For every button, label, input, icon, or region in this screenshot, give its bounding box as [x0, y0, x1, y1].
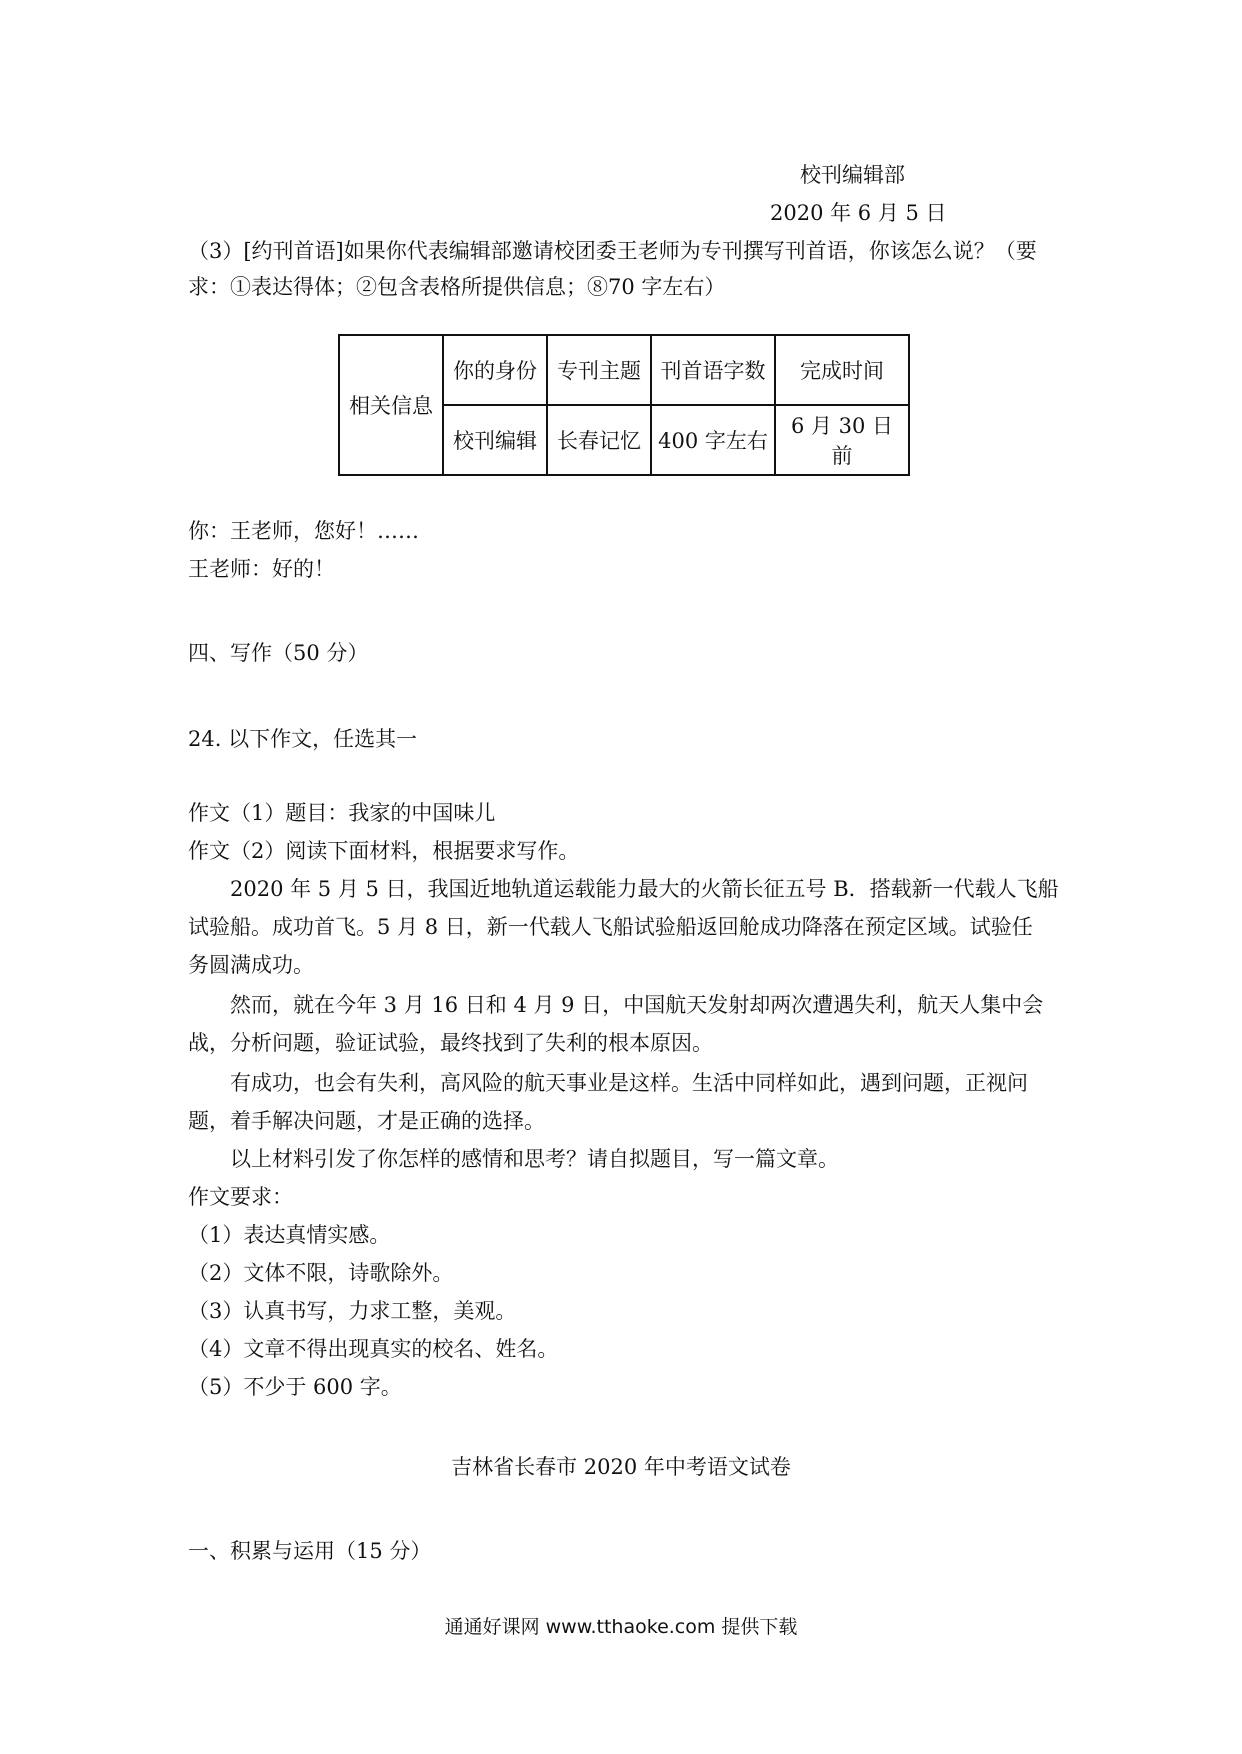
section-1-heading: 一、积累与运用（15 分） — [188, 1539, 432, 1563]
signature-date: 2020 年 6 月 5 日 — [770, 201, 947, 225]
table-header-cell: 刊首语字数 — [651, 335, 775, 405]
essay-option-2: 作文（2）阅读下面材料，根据要求写作。 — [188, 839, 580, 863]
requirement-item: （2）文体不限，诗歌除外。 — [188, 1261, 454, 1285]
exam-title: 吉林省长春市 2020 年中考语文试卷 — [451, 1455, 791, 1479]
question-3-line2: 求：①表达得体；②包含表格所提供信息；⑧70 字左右） — [188, 275, 726, 299]
table-header-cell: 完成时间 — [775, 335, 909, 405]
table-value-cell: 6 月 30 日前 — [775, 405, 909, 475]
requirement-item: （1）表达真情实感。 — [188, 1223, 391, 1247]
essay-option-1: 作文（1）题目：我家的中国味儿 — [188, 801, 496, 825]
table-row-header: 相关信息 — [339, 335, 443, 475]
dialog-teacher: 王老师：好的！ — [188, 557, 335, 581]
material-p1-line1: 2020 年 5 月 5 日，我国近地轨道运载能力最大的火箭长征五号 B．搭载新一代载人飞船 — [230, 877, 1059, 901]
dialog-you: 你：王老师，您好！…… — [188, 519, 419, 543]
requirements-title: 作文要求： — [188, 1185, 293, 1209]
material-p1-line3: 务圆满成功。 — [188, 953, 314, 977]
requirement-item: （5）不少于 600 字。 — [188, 1375, 402, 1399]
requirement-item: （4）文章不得出现真实的校名、姓名。 — [188, 1337, 559, 1361]
material-p3-line2: 题，着手解决问题，才是正确的选择。 — [188, 1109, 545, 1133]
question-3-line1: （3）[约刊首语]如果你代表编辑部邀请校团委王老师为专刊撰写刊首语，你该怎么说？（要 — [188, 239, 1037, 263]
page-footer: 通通好课网 www.tthaoke.com 提供下载 — [444, 1616, 798, 1638]
material-p3-line1: 有成功，也会有失利，高风险的航天事业是这样。生活中同样如此，遇到问题，正视问 — [230, 1071, 1028, 1095]
table-value-cell: 长春记忆 — [547, 405, 651, 475]
material-p4: 以上材料引发了你怎样的感情和思考？请自拟题目，写一篇文章。 — [230, 1147, 839, 1171]
info-table — [338, 334, 910, 476]
question-24: 24. 以下作文，任选其一 — [188, 727, 418, 751]
material-p2-line1: 然而，就在今年 3 月 16 日和 4 月 9 日，中国航天发射却两次遭遇失利，航天人集中会 — [230, 993, 1044, 1017]
requirement-item: （3）认真书写，力求工整，美观。 — [188, 1299, 517, 1323]
material-p2-line2: 战，分析问题，验证试验，最终找到了失利的根本原因。 — [188, 1031, 713, 1055]
table-header-cell: 你的身份 — [443, 335, 547, 405]
table-header-cell: 专刊主题 — [547, 335, 651, 405]
material-p1-line2: 试验船。成功首飞。5 月 8 日，新一代载人飞船试验船返回舱成功降落在预定区域。试验任 — [188, 915, 1033, 939]
section-4-heading: 四、写作（50 分） — [188, 641, 369, 665]
signature-dept: 校刊编辑部 — [800, 163, 905, 187]
table-value-cell: 400 字左右 — [651, 405, 775, 475]
table-value-cell: 校刊编辑 — [443, 405, 547, 475]
